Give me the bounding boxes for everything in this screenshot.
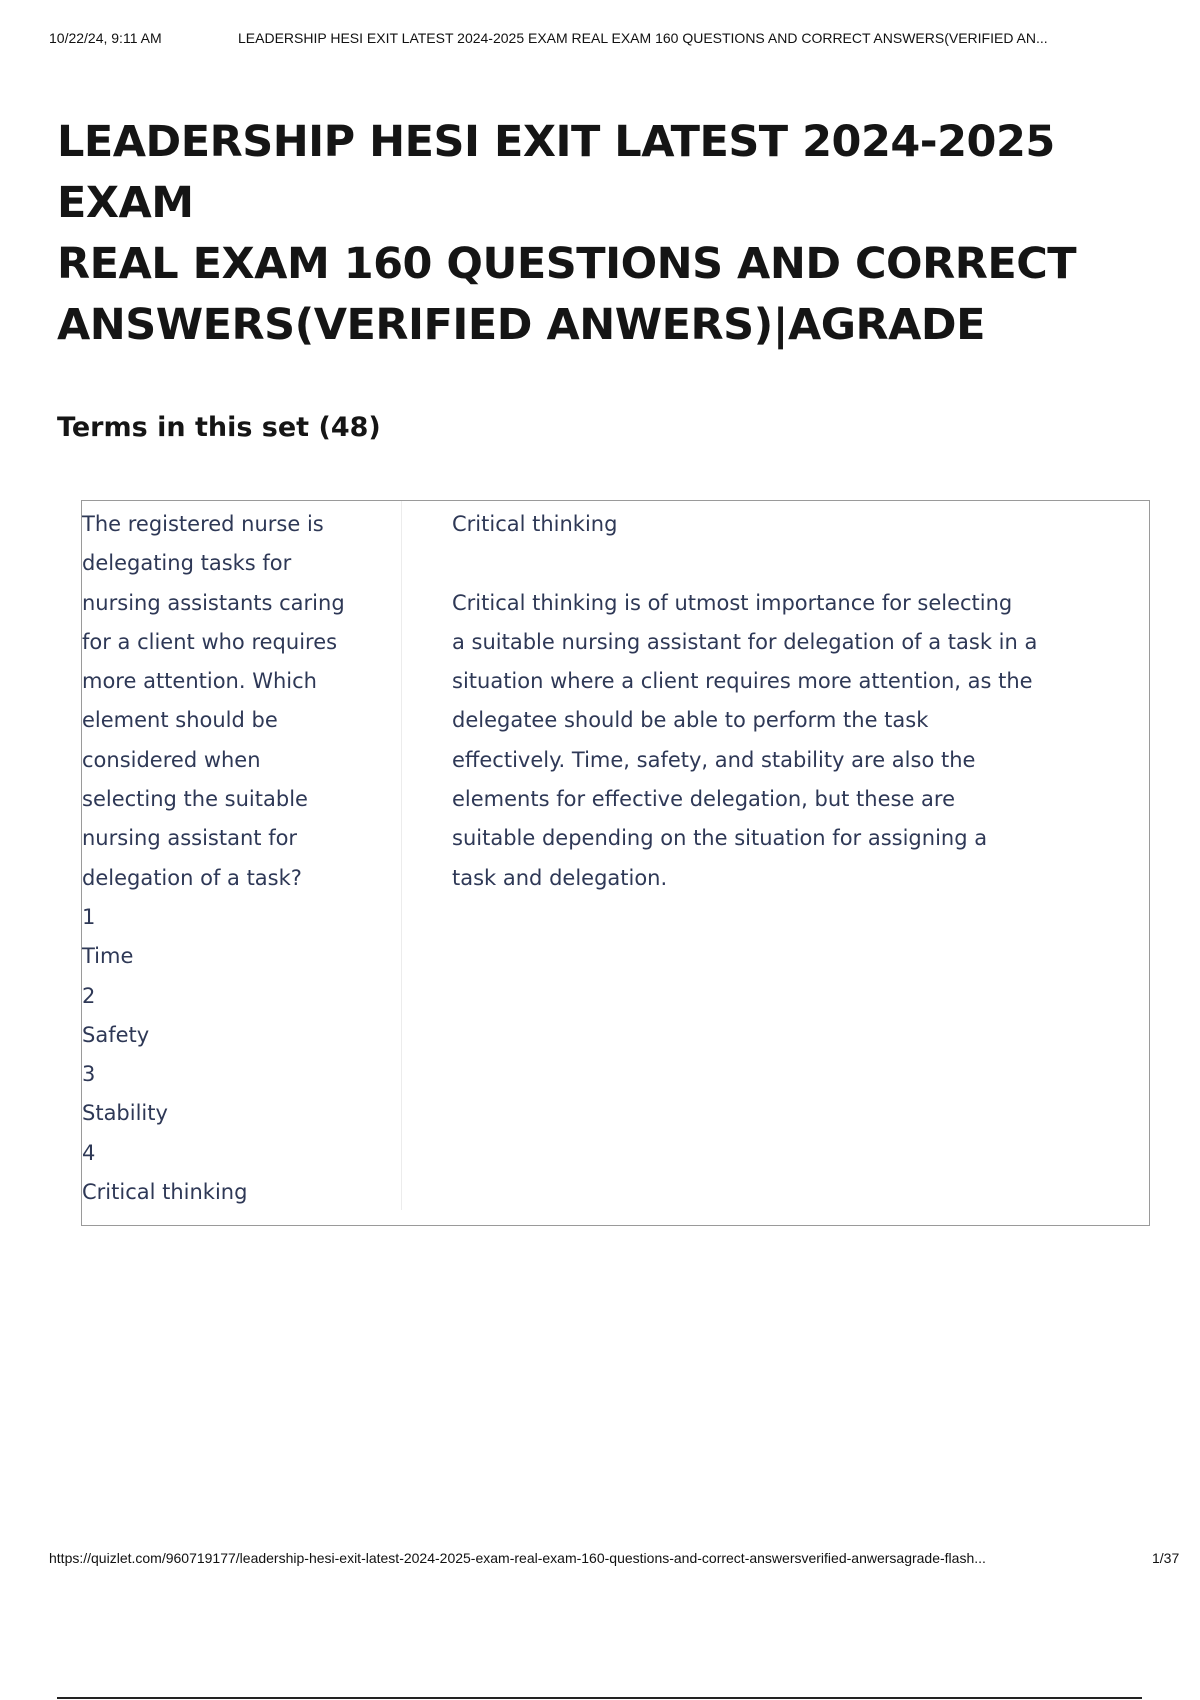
flashcard-term bbox=[82, 501, 402, 1210]
option-number: 3 bbox=[82, 1062, 96, 1087]
term-line: considered when bbox=[82, 747, 261, 772]
definition-spacer bbox=[452, 544, 1092, 583]
option-text: Time bbox=[82, 944, 134, 969]
divider bbox=[57, 1697, 1142, 1699]
term-line: more attention. Which bbox=[82, 669, 317, 694]
definition-line: a suitable nursing assistant for delegation of a task in a bbox=[452, 629, 1038, 654]
term-line: nursing assistant for bbox=[82, 826, 298, 851]
flashcard bbox=[81, 500, 1150, 1226]
term-line: for a client who requires bbox=[82, 629, 338, 654]
option-number: 2 bbox=[82, 983, 96, 1008]
definition-line: Critical thinking is of utmost importance for selecting bbox=[452, 590, 1013, 615]
definition-line: elements for effective delegation, but these are bbox=[452, 787, 955, 812]
option-text: Safety bbox=[82, 1022, 150, 1047]
definition-answer: Critical thinking bbox=[452, 512, 618, 536]
page-title-line: LEADERSHIP HESI EXIT LATEST 2024-2025 EXAM bbox=[57, 117, 1055, 228]
definition-line: task and delegation. bbox=[452, 865, 668, 890]
flashcard-definition bbox=[452, 501, 1092, 898]
page-title bbox=[57, 112, 1177, 356]
page-title-line: ANSWERS(VERIFIED ANWERS)|AGRADE bbox=[57, 300, 985, 350]
print-date: 10/22/24, 9:11 AM bbox=[49, 30, 162, 46]
option-text: Critical thinking bbox=[82, 1180, 248, 1205]
term-line: element should be bbox=[82, 708, 278, 733]
term-line: delegation of a task? bbox=[82, 865, 302, 890]
option-number: 4 bbox=[82, 1140, 96, 1165]
term-line: delegating tasks for bbox=[82, 551, 292, 576]
definition-line: situation where a client requires more attention, as the bbox=[452, 669, 1033, 694]
term-line: The registered nurse is bbox=[82, 512, 324, 536]
page-number: 1/37 bbox=[1152, 1550, 1180, 1566]
option-number: 1 bbox=[82, 904, 96, 929]
option-text: Stability bbox=[82, 1101, 168, 1126]
definition-line: effectively. Time, safety, and stability are also the bbox=[452, 747, 976, 772]
term-line: nursing assistants caring bbox=[82, 590, 345, 615]
terms-count-heading: Terms in this set (48) bbox=[57, 412, 381, 443]
definition-line: suitable depending on the situation for assigning a bbox=[452, 826, 988, 851]
definition-line: delegatee should be able to perform the task bbox=[452, 708, 929, 733]
page-title-line: REAL EXAM 160 QUESTIONS AND CORRECT bbox=[57, 239, 1077, 289]
print-doc-title: LEADERSHIP HESI EXIT LATEST 2024-2025 EXAM REAL EXAM 160 QUESTIONS AND CORRECT ANSWERS(VERIFIED AN... bbox=[238, 30, 1048, 46]
print-footer bbox=[49, 1550, 1180, 1570]
term-line: selecting the suitable bbox=[82, 787, 308, 812]
print-header bbox=[49, 30, 1170, 50]
print-url: https://quizlet.com/960719177/leadership-hesi-exit-latest-2024-2025-exam-real-exam-160-questions-and-correct-answersverified-anwersagrade-flash... bbox=[49, 1550, 986, 1566]
